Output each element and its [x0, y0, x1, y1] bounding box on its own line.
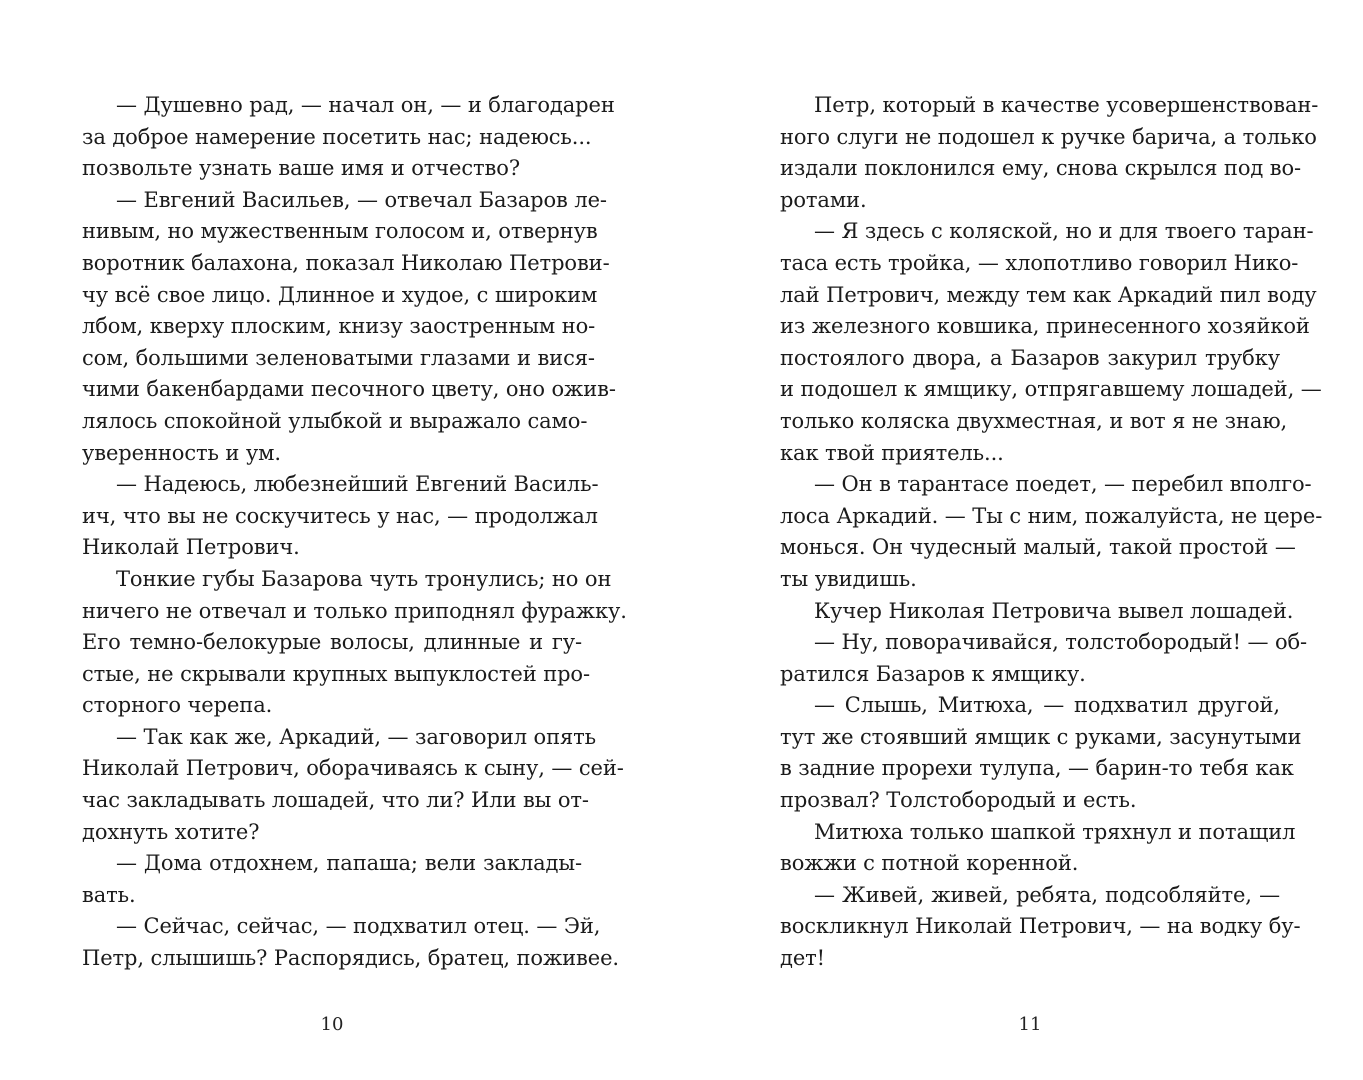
text-line: прозвал? Толстобородый и есть. — [780, 788, 1137, 813]
text-line: Тонкие губы Базарова чуть тронулись; но он — [116, 566, 612, 591]
text-line: чими бакенбардами песочного цвету, оно ожив- — [82, 377, 616, 402]
text-line: за доброе намерение посетить нас; надеюсь... — [82, 124, 592, 149]
text-line: — Евгений Васильев, — отвечал Базаров ле- — [116, 187, 607, 212]
text-line: и подошел к ямщику, отпрягавшему лошадей, — — [780, 377, 1322, 402]
text-line: таса есть тройка, — хлопотливо говорил Нико- — [780, 250, 1299, 275]
text-line: лай Петрович, между тем как Аркадий пил воду — [780, 282, 1317, 307]
text-line: Петр, слышишь? Распорядись, братец, поживее. — [82, 946, 620, 971]
text-line: воскликнул Николай Петрович, — на водку бу- — [780, 914, 1301, 939]
text-line: — Я здесь с коляской, но и для твоего таран- — [814, 219, 1314, 244]
text-line: монься. Он чудесный малый, такой простой — — [780, 535, 1296, 560]
text-line: Его темно-белокурые волосы, длинные и гу- — [82, 630, 582, 655]
text-line: издали поклонился ему, снова скрылся под во- — [780, 156, 1302, 181]
text-line: позвольте узнать ваше имя и отчество? — [82, 156, 520, 181]
text-line: — Слышь, Митюха, — подхватил другой, — [814, 693, 1280, 718]
text-line: в задние прорехи тулупа, — барин-то тебя как — [780, 756, 1294, 781]
text-line: — Живей, живей, ребята, подсобляйте, — — [814, 882, 1280, 907]
text-line: постоялого двора, а Базаров закурил трубку — [780, 345, 1280, 370]
text-line: только коляска двухместная, и вот я не знаю, — [780, 408, 1288, 433]
text-line: вать. — [82, 882, 136, 907]
text-line: час закладывать лошадей, что ли? Или вы от- — [82, 788, 589, 813]
text-line: — Душевно рад, — начал он, — и благодарен — [116, 93, 615, 117]
text-line: лоса Аркадий. — Ты с ним, пожалуйста, не цере- — [780, 503, 1323, 528]
text-line: — Сейчас, сейчас, — подхватил отец. — Эй, — [116, 914, 601, 939]
text-line: сторного черепа. — [82, 693, 273, 718]
text-line: Николай Петрович, оборачиваясь к сыну, — сей- — [82, 756, 624, 781]
text-line: стые, не скрывали крупных выпуклостей про- — [82, 661, 590, 686]
text-line: лбом, кверху плоским, книзу заостренным но- — [82, 314, 596, 339]
text-line: ты увидишь. — [780, 566, 917, 591]
text-line: дохнуть хотите? — [82, 819, 260, 844]
text-line: ного слуги не подошел к ручке барича, а только — [780, 124, 1317, 149]
text-line: воротник балахона, показал Николаю Петрови- — [82, 250, 610, 275]
text-line: Петр, который в качестве усовершенствован- — [814, 93, 1319, 117]
text-line: ратился Базаров к ямщику. — [780, 661, 1086, 686]
text-line: нивым, но мужественным голосом и, отвернув — [82, 219, 598, 244]
page-number-left: 10 — [320, 1014, 344, 1035]
text-line: — Он в тарантасе поедет, — перебил вполго- — [814, 472, 1312, 497]
text-line: уверенность и ум. — [82, 440, 281, 465]
text-line: ич, что вы не соскучитесь у нас, — продолжал — [82, 503, 598, 528]
text-line: чу всё свое лицо. Длинное и худое, с широким — [82, 282, 598, 307]
text-line: дет! — [780, 946, 826, 971]
text-line: ротами. — [780, 187, 867, 212]
left-page-text — [82, 90, 627, 975]
text-line: Кучер Николая Петровича вывел лошадей. — [814, 598, 1294, 623]
text-line: лялось спокойной улыбкой и выражало само- — [82, 408, 588, 433]
text-line: — Ну, поворачивайся, толстобородый! — об- — [814, 630, 1308, 655]
text-line: ничего не отвечал и только приподнял фуражку. — [82, 598, 627, 623]
text-line: — Дома отдохнем, папаша; вели заклады- — [116, 851, 582, 876]
text-line: Николай Петрович. — [82, 535, 300, 560]
page-number-right: 11 — [1018, 1014, 1042, 1035]
text-line: тут же стоявший ямщик с руками, засунутыми — [780, 724, 1302, 749]
text-line: как твой приятель... — [780, 440, 1004, 465]
right-page-text — [780, 90, 1323, 975]
text-line: — Так как же, Аркадий, — заговорил опять — [116, 724, 596, 749]
text-line: сом, большими зеленоватыми глазами и вися- — [82, 345, 595, 370]
text-line: — Надеюсь, любезнейший Евгений Василь- — [116, 472, 599, 497]
text-line: вожжи с потной коренной. — [780, 851, 1079, 876]
text-line: из железного ковшика, принесенного хозяйкой — [780, 314, 1310, 339]
text-line: Митюха только шапкой тряхнул и потащил — [814, 819, 1296, 844]
